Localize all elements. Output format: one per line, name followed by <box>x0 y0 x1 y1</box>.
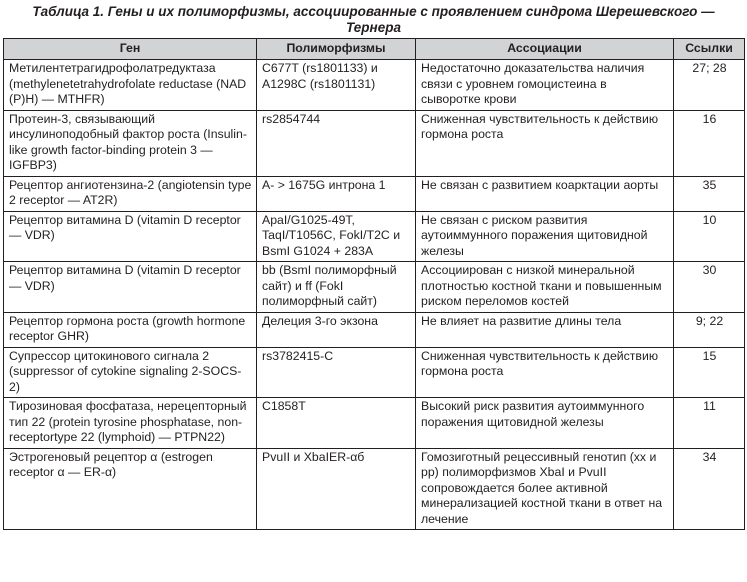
table-row <box>4 211 745 262</box>
cell-associations: Недостаточно доказательства наличия связи с уровнем гомоцистеина в сыворотке крови <box>416 60 674 111</box>
cell-gene: Протеин-3, связывающий инсулиноподобный фактор роста (Insulin-like growth factor-binding protein 3 — IGFBP3) <box>4 110 257 176</box>
cell-gene: Рецептор витамина D (vitamin D receptor — VDR) <box>4 211 257 262</box>
cell-associations: Не влияет на развитие длины тела <box>416 312 674 347</box>
cell-associations: Высокий риск развития аутоиммунного поражения щитовидной железы <box>416 398 674 449</box>
header-row <box>4 39 745 60</box>
cell-associations: Гомозиготный рецессивный генотип (xx и pp) полиморфизмов XbaI и PvuII сопровождается более активной минерализацией костной ткани в ответ на лечение <box>416 448 674 530</box>
cell-refs: 30 <box>674 262 745 313</box>
table-row <box>4 176 745 211</box>
cell-gene: Рецептор гормона роста (growth hormone receptor GHR) <box>4 312 257 347</box>
cell-polymorphisms: C677T (rs1801133) и A1298C (rs1801131) <box>257 60 416 111</box>
cell-gene: Метилентетрагидрофолатредуктаза (methylenetetrahydrofolate reductase (NAD (P)H) — MTHFR) <box>4 60 257 111</box>
cell-refs: 27; 28 <box>674 60 745 111</box>
table-row <box>4 448 745 530</box>
table-row <box>4 312 745 347</box>
cell-gene: Эстрогеновый рецептор α (estrogen receptor α — ER-α) <box>4 448 257 530</box>
cell-associations: Сниженная чувствительность к действию гормона роста <box>416 347 674 398</box>
cell-gene: Рецептор ангиотензина-2 (angiotensin type 2 receptor — AT2R) <box>4 176 257 211</box>
cell-refs: 34 <box>674 448 745 530</box>
cell-polymorphisms: rs2854744 <box>257 110 416 176</box>
cell-refs: 15 <box>674 347 745 398</box>
table-row <box>4 60 745 111</box>
cell-polymorphisms: ApaI/G1025-49T, TaqI/T1056C, FokI/T2C и BsmI G1024 + 283A <box>257 211 416 262</box>
cell-polymorphisms: PvuII и XbaIER-αб <box>257 448 416 530</box>
table-row <box>4 262 745 313</box>
cell-polymorphisms: A- > 1675G интрона 1 <box>257 176 416 211</box>
cell-gene: Рецептор витамина D (vitamin D receptor — VDR) <box>4 262 257 313</box>
cell-associations: Ассоциирован с низкой минеральной плотностью костной ткани и повышенным риском переломов костей <box>416 262 674 313</box>
cell-polymorphisms: bb (BsmI полиморфный сайт) и ff (FokI полиморфный сайт) <box>257 262 416 313</box>
cell-refs: 9; 22 <box>674 312 745 347</box>
cell-refs: 35 <box>674 176 745 211</box>
cell-refs: 10 <box>674 211 745 262</box>
cell-gene: Супрессор цитокинового сигнала 2 (suppressor of cytokine signaling 2-SOCS-2) <box>4 347 257 398</box>
cell-associations: Не связан с риском развития аутоиммунного поражения щитовидной железы <box>416 211 674 262</box>
table-row <box>4 110 745 176</box>
cell-polymorphisms: C1858T <box>257 398 416 449</box>
cell-refs: 16 <box>674 110 745 176</box>
cell-gene: Тирозиновая фосфатаза, нерецепторный тип 22 (protein tyrosine phosphatase, non-receptortype 22 (lymphoid) — PTPN22) <box>4 398 257 449</box>
table-title: Таблица 1. Гены и их полиморфизмы, ассоциированные с проявлением синдрома Шерешевского — Тернера <box>32 4 715 35</box>
cell-polymorphisms: rs3782415-C <box>257 347 416 398</box>
cell-polymorphisms: Делеция 3-го экзона <box>257 312 416 347</box>
table-row <box>4 347 745 398</box>
cell-refs: 11 <box>674 398 745 449</box>
genes-table <box>3 38 745 530</box>
header-refs: Ссылки <box>674 39 745 60</box>
table-row <box>4 398 745 449</box>
cell-associations: Не связан с развитием коарктации аорты <box>416 176 674 211</box>
header-polymorphisms: Полиморфизмы <box>257 39 416 60</box>
cell-associations: Сниженная чувствительность к действию гормона роста <box>416 110 674 176</box>
header-associations: Ассоциации <box>416 39 674 60</box>
header-gene: Ген <box>4 39 257 60</box>
